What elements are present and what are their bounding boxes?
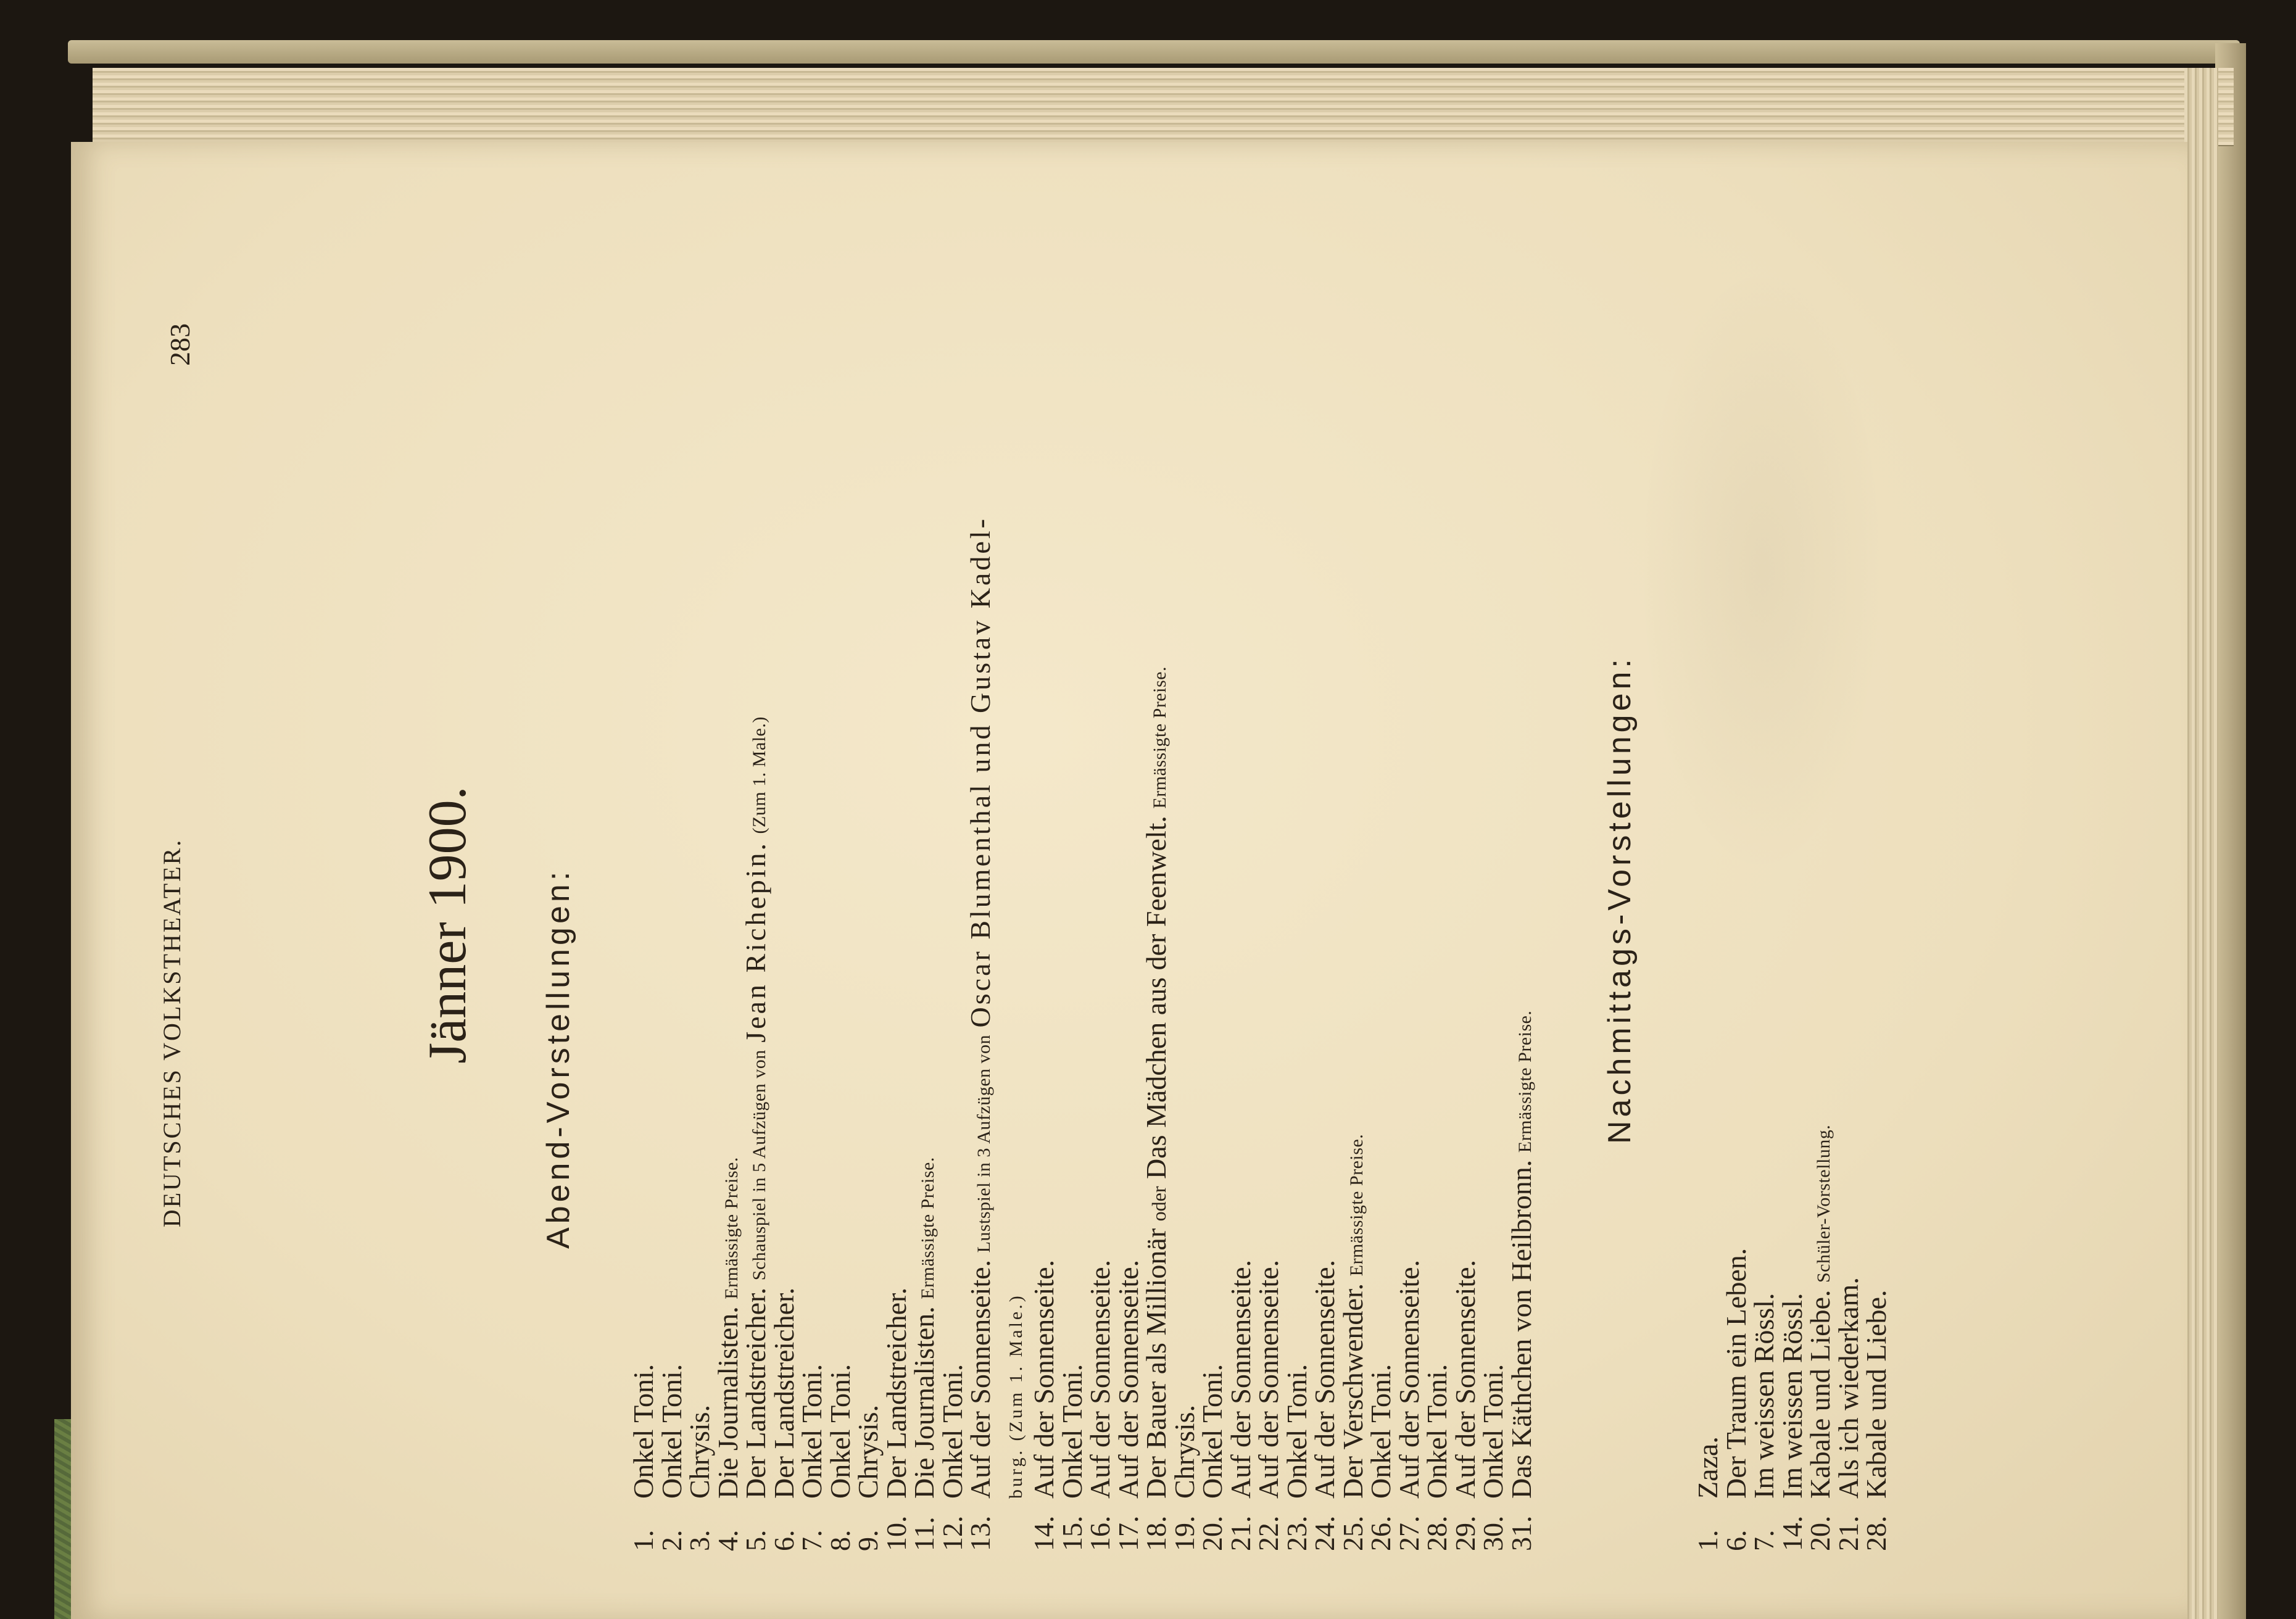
performance-day: 8. xyxy=(824,1530,856,1551)
performance-entry xyxy=(1339,323,1367,1551)
month-title: Jänner 1900. xyxy=(418,786,478,1064)
performance-text xyxy=(1254,323,1283,1499)
performance-entry xyxy=(1507,323,1536,1551)
performance-note: Lustspiel in 3 Aufzügen von xyxy=(974,1034,994,1253)
performance-text xyxy=(1395,323,1424,1499)
performance-text xyxy=(1058,323,1087,1499)
performance-text xyxy=(629,323,658,1499)
performance-text xyxy=(798,323,826,1499)
performance-title: Im weissen Rössl. xyxy=(1776,1293,1808,1499)
performance-day: 6. xyxy=(1720,1530,1752,1551)
performance-day: 16. xyxy=(1084,1515,1116,1551)
book-cover-right-edge xyxy=(2215,43,2246,1619)
performance-text xyxy=(1694,441,1722,1499)
performance-day: 1. xyxy=(1692,1530,1723,1551)
performance-title: Onkel Toni. xyxy=(655,1364,687,1499)
performance-day: 26. xyxy=(1365,1515,1396,1551)
performance-text xyxy=(1339,323,1371,1499)
performance-title: Onkel Toni. xyxy=(1477,1364,1509,1499)
performance-text xyxy=(826,323,855,1499)
performance-note: Ermässigte Preise. xyxy=(1150,666,1170,809)
performance-title: Auf der Sonnenseite. xyxy=(1253,1259,1284,1499)
performance-day: 17. xyxy=(1112,1515,1144,1551)
performance-title: Chrysis. xyxy=(1168,1404,1200,1499)
performance-title: Chrysis. xyxy=(852,1404,884,1499)
performance-text xyxy=(910,323,942,1499)
performance-title: Auf der Sonnenseite. xyxy=(1393,1259,1425,1499)
performance-title: Onkel Toni. xyxy=(1421,1364,1453,1499)
performance-entry xyxy=(686,323,714,1551)
performance-text xyxy=(1311,323,1339,1499)
performance-entry xyxy=(1168,323,1200,1551)
performance-day: 30. xyxy=(1477,1515,1509,1551)
performance-entry xyxy=(1862,441,1891,1551)
performance-title: Onkel Toni. xyxy=(1056,1364,1088,1499)
evening-performances-list xyxy=(629,323,1535,1551)
performance-title: Die Journalisten. xyxy=(908,1306,940,1499)
title-separator: oder xyxy=(1148,1186,1170,1222)
performance-title: Onkel Toni. xyxy=(1196,1364,1228,1499)
performance-entry xyxy=(936,323,968,1551)
performance-day: 13. xyxy=(964,1515,996,1551)
performance-title: Chrysis. xyxy=(684,1404,715,1499)
performance-entry xyxy=(798,323,826,1551)
performance-text xyxy=(1367,323,1395,1499)
performance-note-premiere: (Zum 1. Male.) xyxy=(749,716,769,834)
performance-day: 28. xyxy=(1860,1515,1892,1551)
performance-text xyxy=(1862,441,1891,1499)
performance-text xyxy=(882,323,911,1499)
performance-text xyxy=(1198,323,1227,1499)
performance-title: Onkel Toni. xyxy=(1280,1364,1312,1499)
performance-title: Auf der Sonnenseite. xyxy=(1028,1259,1059,1499)
performance-note: Ermässigte Preise. xyxy=(918,1157,938,1299)
performance-note: Schauspiel in 5 Aufzügen von xyxy=(749,1050,769,1281)
performance-entry xyxy=(854,323,882,1551)
performance-text xyxy=(1722,441,1751,1499)
performance-entry xyxy=(1311,323,1339,1551)
performance-day: 21. xyxy=(1224,1515,1256,1551)
performance-entry xyxy=(1722,441,1751,1551)
performance-text xyxy=(936,323,968,1499)
performance-continuation: burg. (Zum 1. Male.) xyxy=(1005,1293,1026,1499)
performance-text xyxy=(655,323,687,1499)
performance-text xyxy=(1114,323,1143,1499)
performance-day: 20. xyxy=(1196,1515,1228,1551)
performance-text xyxy=(854,323,882,1499)
performance-note: Ermässigte Preise. xyxy=(721,1157,742,1299)
performance-day: 11. xyxy=(908,1517,940,1551)
performance-entry xyxy=(966,323,1030,1551)
performance-day: 12. xyxy=(936,1515,968,1551)
performance-day: 14. xyxy=(1028,1515,1059,1551)
performance-title: Der Verschwender. xyxy=(1337,1283,1369,1499)
performance-entry xyxy=(711,323,744,1551)
performance-entry xyxy=(1806,441,1834,1551)
performance-entry xyxy=(1423,323,1451,1551)
performance-title: Der Landstreicher. xyxy=(768,1287,800,1499)
performance-note: Ermässigte Preise. xyxy=(1514,1010,1535,1153)
performance-day: 9. xyxy=(852,1530,884,1551)
performance-text xyxy=(1507,323,1540,1499)
performance-title: Im weissen Rössl. xyxy=(1748,1293,1780,1499)
performance-day: 7. xyxy=(796,1530,827,1551)
performance-entry xyxy=(1750,441,1778,1551)
performance-title: Auf der Sonnenseite. xyxy=(964,1259,996,1499)
performance-text xyxy=(1451,323,1480,1499)
performance-title: Zaza. xyxy=(1692,1436,1723,1499)
performance-day: 3. xyxy=(684,1530,715,1551)
performance-entry xyxy=(1254,323,1283,1551)
performance-day: 31. xyxy=(1505,1515,1537,1551)
performance-title: Das Käthchen von Heilbronn. xyxy=(1505,1159,1537,1499)
page-content xyxy=(71,142,2187,1619)
performance-entry xyxy=(1778,441,1807,1551)
section-title-evening: Abend-Vorstellungen: xyxy=(541,867,576,1249)
performance-title: Auf der Sonnenseite. xyxy=(1084,1259,1116,1499)
performance-entry xyxy=(1114,323,1143,1551)
performance-entry xyxy=(826,323,855,1551)
performance-title: Kabale und Liebe. xyxy=(1860,1290,1892,1499)
performance-title: Onkel Toni. xyxy=(936,1364,968,1499)
afternoon-performances-list xyxy=(1694,441,1891,1551)
performance-entry xyxy=(1280,323,1312,1551)
performance-entry xyxy=(1479,323,1507,1551)
performance-title: Onkel Toni. xyxy=(824,1364,856,1499)
performance-text xyxy=(1280,323,1312,1499)
performance-title: Der Bauer als Millionär xyxy=(1140,1228,1172,1499)
running-head: DEUTSCHES VOLKSTHEATER. xyxy=(158,838,186,1228)
performance-day: 21. xyxy=(1832,1515,1864,1551)
performance-day: 27. xyxy=(1393,1515,1425,1551)
performance-author: Jean Richepin. xyxy=(740,840,771,1043)
performance-title: Der Traum ein Leben. xyxy=(1720,1248,1752,1499)
performance-entry xyxy=(1198,323,1227,1551)
performance-day: 4. xyxy=(711,1530,744,1551)
performance-entry xyxy=(1834,441,1863,1551)
performance-day: 25. xyxy=(1337,1515,1369,1551)
performance-title: Auf der Sonnenseite. xyxy=(1112,1259,1144,1499)
performance-text xyxy=(1030,323,1058,1499)
performance-entry xyxy=(1058,323,1087,1551)
performance-title: Als ich wiederkam. xyxy=(1832,1277,1864,1499)
performance-title: Onkel Toni. xyxy=(1365,1364,1396,1499)
performance-day: 24. xyxy=(1309,1515,1340,1551)
performance-entry xyxy=(655,323,687,1551)
performance-text xyxy=(1778,441,1807,1499)
performance-text xyxy=(1423,323,1451,1499)
performance-title: Auf der Sonnenseite. xyxy=(1449,1259,1481,1499)
performance-day: 10. xyxy=(880,1515,912,1551)
performance-text xyxy=(1086,323,1114,1499)
performance-title-alt: Das Mädchen aus der Feenwelt. xyxy=(1140,816,1172,1179)
performance-day: 2. xyxy=(655,1530,687,1551)
performance-entry xyxy=(770,323,798,1551)
performance-note: Schüler-Vorstellung. xyxy=(1813,1124,1834,1283)
book-page xyxy=(71,142,2187,1619)
performance-entry xyxy=(882,323,911,1551)
performance-day: 1. xyxy=(628,1530,659,1551)
performance-text xyxy=(686,323,714,1499)
performance-day: 23. xyxy=(1280,1515,1312,1551)
performance-author: Oscar Blumenthal und Gustav Kadel- xyxy=(964,516,996,1028)
performance-title: Onkel Toni. xyxy=(796,1364,827,1499)
performance-day: 6. xyxy=(768,1530,800,1551)
performance-entry xyxy=(742,323,770,1551)
performance-entry xyxy=(1030,323,1058,1551)
performance-entry xyxy=(1451,323,1480,1551)
performance-note: Ermässigte Preise. xyxy=(1346,1133,1367,1277)
performance-text xyxy=(1834,441,1863,1499)
performance-entry xyxy=(1086,323,1114,1551)
performance-entry xyxy=(910,323,939,1551)
performance-day: 19. xyxy=(1168,1515,1200,1551)
book-cover-top-edge xyxy=(68,40,2240,64)
performance-entry xyxy=(1367,323,1395,1551)
performance-day: 5. xyxy=(740,1530,771,1551)
performance-text xyxy=(1142,323,1174,1499)
performance-title: Onkel Toni. xyxy=(628,1364,659,1499)
performance-text xyxy=(1224,323,1256,1499)
performance-day: 14. xyxy=(1776,1515,1808,1551)
performance-text xyxy=(1479,323,1507,1499)
performance-title: Der Landstreicher. xyxy=(740,1287,771,1499)
performance-text xyxy=(1750,441,1778,1499)
performance-entry xyxy=(1395,323,1424,1551)
performance-text xyxy=(966,323,1030,1499)
page-stack-edge xyxy=(93,68,2234,146)
performance-title: Auf der Sonnenseite. xyxy=(1309,1259,1340,1499)
performance-day: 29. xyxy=(1449,1515,1481,1551)
section-title-afternoon: Nachmittags-Vorstellungen: xyxy=(1602,655,1638,1144)
performance-entry xyxy=(1142,323,1171,1551)
performance-title: Die Journalisten. xyxy=(711,1306,744,1499)
performance-title: Auf der Sonnenseite. xyxy=(1224,1259,1256,1499)
performance-text xyxy=(770,323,798,1499)
page-stack-edge-right xyxy=(2184,68,2218,1619)
performance-entry xyxy=(629,323,658,1551)
performance-day: 15. xyxy=(1056,1515,1088,1551)
performance-day: 22. xyxy=(1253,1515,1284,1551)
performance-text xyxy=(1168,323,1200,1499)
performance-entry xyxy=(1694,441,1722,1551)
performance-day: 28. xyxy=(1421,1515,1453,1551)
performance-title: Der Landstreicher. xyxy=(880,1287,912,1499)
performance-day: 18. xyxy=(1140,1515,1172,1551)
page-number: 283 xyxy=(164,323,196,366)
performance-entry xyxy=(1224,323,1256,1551)
performance-day: 20. xyxy=(1804,1515,1836,1551)
performance-title: Kabale und Liebe. xyxy=(1804,1290,1836,1499)
performance-day: 7. xyxy=(1748,1530,1780,1551)
